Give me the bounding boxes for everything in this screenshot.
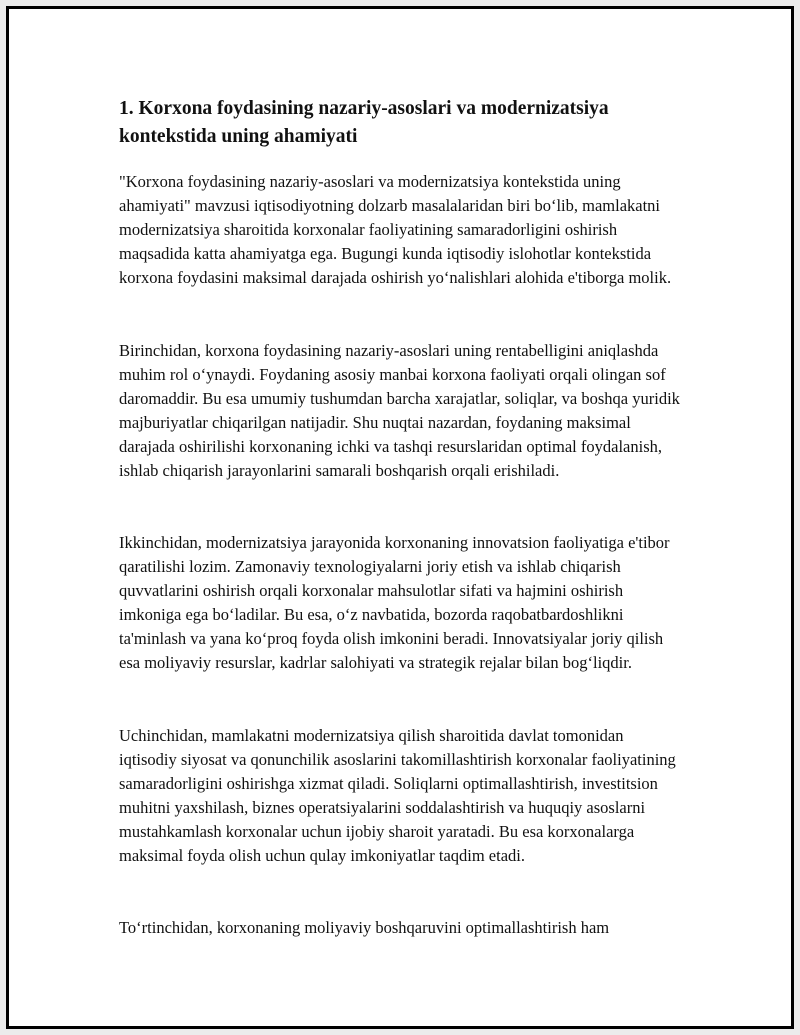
- paragraph-third: Uchinchidan, mamlakatni modernizatsiya qilish sharoitida davlat tomonidan iqtisodiy siyosat va qonunchilik asoslarini takomillashtirish korxonalar faoliyatining samaradorligini oshirishga xizmat qiladi. Soliqlarni optimallashtirish, investitsion muhitni yaxshilash, biznes operatsiyalarini soddalashtirish va huquqiy asoslarni mustahkamlash korxonalar uchun ijobiy sharoit yaratadi. Bu esa korxonalarga maksimal foyda olish uchun qulay imkoniyatlar taqdim etadi.: [119, 726, 676, 865]
- document-page: [6, 6, 794, 1029]
- document-content: [119, 95, 684, 937]
- section-heading: 1. Korxona foydasining nazariy-asoslari va modernizatsiya kontekstida uning ahamiyati: [119, 98, 609, 147]
- paragraph-fourth: To‘rtinchidan, korxonaning moliyaviy boshqaruvini optimallashtirish ham: [119, 918, 610, 937]
- paragraph-second: Ikkinchidan, modernizatsiya jarayonida korxonaning innovatsion faoliyatiga e'tibor qaratilishi lozim. Zamonaviy texnologiyalarni joriy etish va ishlab chiqarish quvvatlarini oshirish orqali korxonalar mahsulotlar sifati va hajmini oshirish imkoniga ega bo‘ladilar. Bu esa, o‘z navbatida, bozorda raqobatbardoshlikni ta'minlash va yana ko‘proq foyda olish imkonini beradi. Innovatsiyalar joriy qilish esa moliyaviy resurslar, kadrlar salohiyati va strategik rejalar bilan bog‘liqdir.: [119, 533, 670, 672]
- paragraph-first: Birinchidan, korxona foydasining nazariy-asoslari uning rentabelligini aniqlashda muhim rol o‘ynaydi. Foydaning asosiy manbai korxona faoliyati orqali olingan sof daromaddir. Bu esa umumiy tushumdan barcha xarajatlar, soliqlar, va boshqa yuridik majburiyatlar chiqarilgan natijadir. Shu nuqtai nazardan, foydaning maksimal darajada oshirilishi korxonaning ichki va tashqi resurslaridan optimal foydalanish, ishlab chiqarish jarayonlarini samarali boshqarish orqali erishiladi.: [119, 341, 680, 480]
- paragraph-intro: "Korxona foydasining nazariy-asoslari va modernizatsiya kontekstida uning ahamiyati" mavzusi iqtisodiyotning dolzarb masalalaridan biri bo‘lib, mamlakatni modernizatsiya sharoitida korxonalar faoliyatining samaradorligini oshirish maqsadida katta ahamiyatga ega. Bugungi kunda iqtisodiy islohotlar kontekstida korxona foydasini maksimal darajada oshirish yo‘nalishlari alohida e'tiborga molik.: [119, 172, 672, 287]
